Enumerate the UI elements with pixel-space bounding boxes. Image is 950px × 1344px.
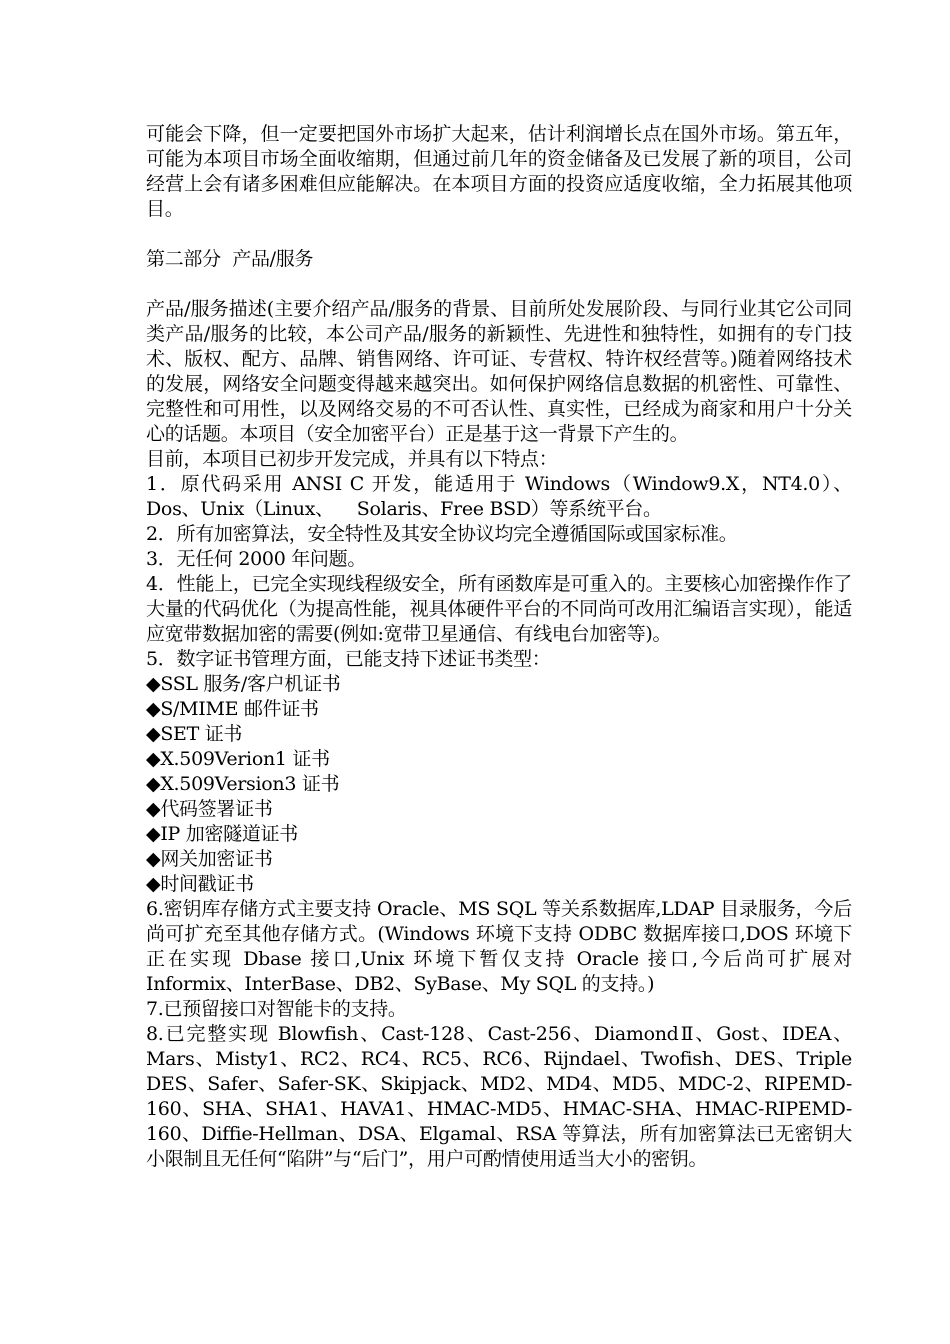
feature-5: 5．数字证书管理方面，已能支持下述证书类型： xyxy=(146,648,551,670)
certificate-label: 时间戳证书 xyxy=(160,873,254,895)
feature-1: 1．原代码采用 ANSI C 开发，能适用于 Windows（Window9.X，NT4.0）、Dos、Unix（Linux、 Solaris、Free BSD）等系统平台。 xyxy=(146,473,852,520)
features-intro: 目前，本项目已初步开发完成，并具有以下特点： xyxy=(146,448,558,470)
certificate-item xyxy=(146,722,852,747)
section-heading: 第二部分 产品/服务 xyxy=(146,248,314,270)
certificate-item xyxy=(146,872,852,897)
spacer xyxy=(146,272,852,297)
certificate-label: SET 证书 xyxy=(160,723,243,745)
certificate-item xyxy=(146,772,852,797)
feature-3: 3．无任何 2000 年问题。 xyxy=(146,548,367,570)
diamond-bullet-icon: ◆ xyxy=(146,773,161,795)
certificate-item xyxy=(146,797,852,822)
certificate-label: 代码签署证书 xyxy=(160,798,273,820)
certificate-item xyxy=(146,847,852,872)
feature-4: 4．性能上，已完全实现线程级安全，所有函数库是可重入的。主要核心加密操作作了大量的代码优化（为提高性能，视具体硬件平台的不同尚可改用汇编语言实现），能适应宽带数据加密的需要(例如:宽带卫星通信、有线电台加密等)。 xyxy=(146,573,852,645)
feature-8: 8.已完整实现 Blowfish、Cast-128、Cast-256、DiamondⅡ、Gost、IDEA、Mars、Misty1、RC2、RC4、RC5、RC6、Rijndael、Twofish、DES、Triple DES、Safer、Safer-SK、Skipjack、MD2、MD4、MD5、MDC-2、RIPEMD-160、SHA、SHA1、HAVA1、HMAC-MD5、HMAC-SHA、HMAC-RIPEMD-160、Diffie-Hellman、DSA、Elgamal、RSA 等算法，所有加密算法已无密钥大小限制且无任何“陷阱”与“后门”，用户可酌情使用适当大小的密钥。 xyxy=(146,1023,852,1170)
diamond-bullet-icon: ◆ xyxy=(146,748,161,770)
certificate-label: IP 加密隧道证书 xyxy=(160,823,298,845)
certificate-item xyxy=(146,747,852,772)
diamond-bullet-icon: ◆ xyxy=(146,723,161,745)
certificate-item xyxy=(146,672,852,697)
description-paragraph: 产品/服务描述(主要介绍产品/服务的背景、目前所处发展阶段、与同行业其它公司同类产品/服务的比较，本公司产品/服务的新颖性、先进性和独特性，如拥有的专门技术、版权、配方、品牌、销售网络、许可证、专营权、特许权经营等。)随着网络技术的发展，网络安全问题变得越来越突出。如何保护网络信息数据的机密性、可靠性、完整性和可用性，以及网络交易的不可否认性、真实性，已经成为商家和用户十分关心的话题。本项目（安全加密平台）正是基于这一背景下产生的。 xyxy=(146,298,852,445)
feature-2: 2．所有加密算法，安全特性及其安全协议均完全遵循国际或国家标准。 xyxy=(146,523,738,545)
certificate-item xyxy=(146,822,852,847)
diamond-bullet-icon: ◆ xyxy=(146,873,161,895)
feature-6: 6.密钥库存储方式主要支持 Oracle、MS SQL 等关系数据库,LDAP 目录服务，今后尚可扩充至其他存储方式。(Windows 环境下支持 ODBC 数据库接口,DOS 环境下正在实现 Dbase 接口,Unix 环境下暂仅支持 Oracle 接口,今后尚可扩展对 Informix、InterBase、DB2、SyBase、My SQL 的支持。) xyxy=(146,898,852,995)
certificate-label: S/MIME 邮件证书 xyxy=(160,698,319,720)
certificate-item xyxy=(146,697,852,722)
diamond-bullet-icon: ◆ xyxy=(146,823,161,845)
feature-7: 7.已预留接口对智能卡的支持。 xyxy=(146,998,407,1020)
diamond-bullet-icon: ◆ xyxy=(146,798,161,820)
spacer xyxy=(146,222,852,247)
certificate-label: X.509Version3 证书 xyxy=(160,773,340,795)
diamond-bullet-icon: ◆ xyxy=(146,698,161,720)
certificate-label: SSL 服务/客户机证书 xyxy=(160,673,341,695)
certificate-list xyxy=(146,672,852,897)
certificate-label: X.509Verion1 证书 xyxy=(160,748,330,770)
document-page xyxy=(146,122,852,1172)
certificate-label: 网关加密证书 xyxy=(160,848,273,870)
diamond-bullet-icon: ◆ xyxy=(146,848,161,870)
intro-paragraph: 可能会下降，但一定要把国外市场扩大起来，估计利润增长点在国外市场。第五年，可能为本项目市场全面收缩期，但通过前几年的资金储备及已发展了新的项目，公司经营上会有诸多困难但应能解决。在本项目方面的投资应适度收缩，全力拓展其他项目。 xyxy=(146,123,852,220)
diamond-bullet-icon: ◆ xyxy=(146,673,161,695)
